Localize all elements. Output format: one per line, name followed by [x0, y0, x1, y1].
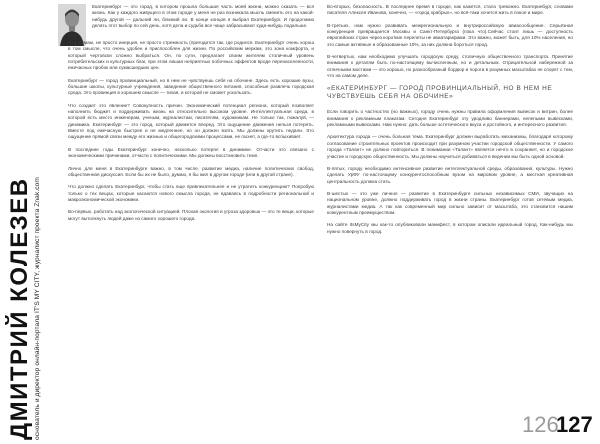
- intro-paragraph: Екатеринбург — это город, в котором прошла большая часть моей жизни, можно сказать — вся жизнь. Как у каждого живущего в этом городе у меня не раз возникала мысль сменить его на какой-нибудь другой — дальний ли, близкий ли. В конце концов я выбрал Екатеринбург. И продолжаю делать этот выбор по сей день, хотя дела и судьба все чаще забрасывают куда-нибудь подальше.: [92, 4, 314, 29]
- paragraph: В-пятых, городу необходимо интенсивное развитие интеллектуальной среды, образования, культуры. Нужно сделать УрФУ по-настоящему конкурентоспособным вузом на мировом уровне, а местная креативная центральность должна стать.: [327, 165, 573, 184]
- paragraph: В-третьих, нам нужно развивать межрегиональную и внутрироссийскую авиасообщение. Серьёзная конкуренция превращается Москвы и Санкт-Петербурга (пока что).Сейчас стоит лишь — доступность европейских стран через короткие перелеты не авиатарифами. Это важно, может быть, для 10% населения, но это самые активные и образованные 10%, за них должна бороться город.: [327, 22, 573, 47]
- paragraph: Что создает это явление? Совокупность причин. Экономический потенциал региона, который позволяет наполнить бюджет и поддерживать жизнь на относительно высоком уровне. Интеллектуальная среда, в которой есть место инженерам, ученым, журналистам, писателям, художникам. Не только так, пожалуй, — динамика. Екатеринбург — это город, который движется вперед. Это ощущение движения нельзя потерять. Вместе под ежечасную быстрее и не медленнее, но он должен взять. Мы должны крутить педали. Это ощущение прямой связи между его жизнью и общегородскими процессами, не гаснет, а где-то вспыхивает.: [68, 102, 314, 140]
- paragraph: В-шестых — это уже личное — развитие в Екатеринбурге сильных независимых СМИ, звучащих на национальном уровне, должно поддерживать город в жизни страны. Екатеринбург готов сетевым медиа, журналистами медиа. А так как современный мир сильно зависит от масштаба, это становится нашим конкурентным преимуществом.: [327, 190, 573, 215]
- paragraph: Лично для меня в Екатеринбурге важно, в том числе, развитие медиа, наличие политических свобод, общественная дискуссия. Если бы их не было, думаю, я бы жил в другом городе (или в другой стране).: [68, 165, 314, 177]
- paragraph: Екатеринбург — город провинциальный, но в нем не чувствуешь себя на обочине. Здесь есть хорошие вузы, большие школы, культурные учреждения, заведения общественного питания, способные развлечь городская среда. Это провинция в хорошем смысле — тихая, и которой не сможет ускользать.: [68, 77, 314, 96]
- author-name: ДМИТРИЙ КОЛЕЗЕВ: [6, 177, 33, 440]
- paragraph: В-четвертых, нам необходимо улучшать городскую среду, столичную общественного транспорта. Принятие внимания к деталям быть по-настоящему вычисленным, но и детальным. Отрицательной набережной за отличными мостами — это хорошо, но разнообразный бордюр и пороги в разумных масштабах не спорят с тем, что на самом деле.: [327, 54, 573, 79]
- paragraph: На сайте ItsMyCity мы как-то опубликовали манифест, в котором описали идеальный город. Как-нибудь мы нужно повернуть в город.: [327, 222, 573, 234]
- left-column: [68, 40, 314, 228]
- pull-quote: «ЕКАТЕРИНБУРГ — ГОРОД ПРОВИНЦИАЛЬНЫЙ, НО В НЕМ НЕ ЧУВСТВУЕШЬ СЕБЯ НА ОБОЧИНЕ»: [327, 85, 553, 101]
- paragraph: Если говорить о частностях (но важных), городу очень нужны правила оформления вывесок и витрин, более внимания к рекламным плакатам. Сегодня Екатеринбург эту уродливо баннерами, нелепыми вывесками, рекламными вывесками. Нам нужно: дать больше эстетического вкуса и достойного, и интересного развития.: [327, 109, 573, 128]
- paragraph: Это, думаю, не просто инерция, не просто стремность (пригодится так, где родился. Екатеринбург очень хорош в том смысле, что очень удобен и приспособлен для жизни. По российским меркам, это зона комфорта, и который чертовски сложно выбраться. Он, по сути, предлагает своим жителям столичный уровень потребительских и культурных благ, при этом лишая неприятных побочных эффектов вроде перенаселенности, ежечасных пробок или сумасшедших цен.: [68, 40, 314, 71]
- paragraph: Во-первых, работать над экологической ситуацией. Плохая экология и угроза здоровью — это те вещи, которые могут вытолкнуть людей даже из самого хорошего города.: [68, 209, 314, 221]
- paragraph: Что должно сделать Екатеринбург, чтобы стать еще привлекательнее и не утратить конкуренцию? Попробую только о тех вещах, которые касаются нового смысла города, не вдаваясь в подробности региональной и макроэкономической экономики.: [68, 184, 314, 202]
- paragraph: Во-вторых, безопасность. В последнее время в городе, как кажется, стало тревожно. Екатеринбург, словами писателя Алексея Иванова, конечно, — «город храбрых», но всё-таки хочется жить в покое и мире.: [327, 4, 573, 16]
- page-number-left: 126: [522, 412, 559, 437]
- page-number-right: 127: [556, 412, 593, 437]
- paragraph: В последние годы Екатеринбург конечно, несколько потерял в динамике. Отчасти это связано с экономическими причинами, отчасти с политическими. Мы должны восстановить темп.: [68, 146, 314, 159]
- right-column: [327, 4, 573, 241]
- author-subtitle: основатель и директор онлайн-портала IT'S MY CITY, журналист проекта Znak.com: [34, 176, 41, 440]
- author-band: [0, 0, 60, 444]
- paragraph: Архитектура города — очень больная тема. Екатеринбург должен выработать механизмы, благодаря которому согласование строительных проектов происходит при разумном участии городской общественности. У самого города «Талант» не должно повториться. В понимании «Талант» является нечто в сохраняет, но и городское участие и городскую общественность. Мы должны научиться добиваться в ведении мы быть одной основой.: [327, 134, 573, 159]
